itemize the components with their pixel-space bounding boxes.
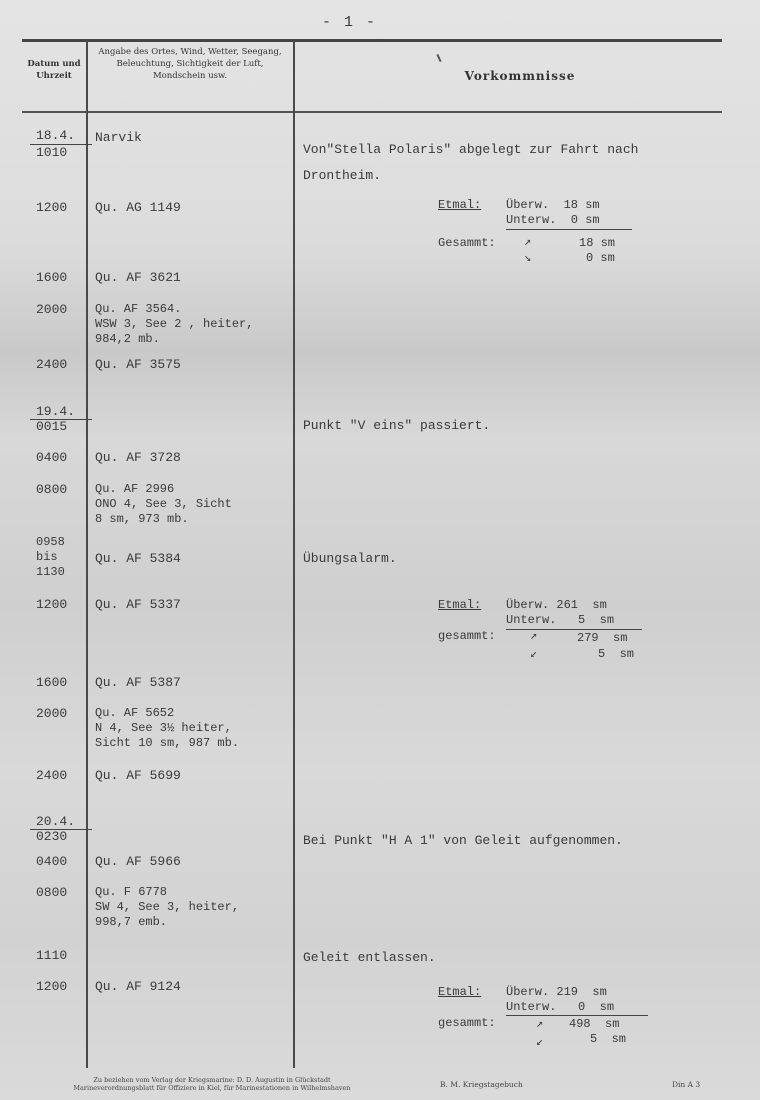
header-events: Vorkommnisse (464, 69, 576, 83)
etmal1-line2: Unterw. 0 sm (506, 213, 600, 227)
weather-0800-a: ONO 4, See 3, Sicht (95, 497, 232, 511)
header-rule (22, 111, 722, 113)
etmal3-line1: Überw. 219 sm (506, 985, 607, 999)
page-number: - 1 - (322, 14, 378, 31)
etmal2-line2: Unterw. 5 sm (506, 613, 615, 627)
header-datum: Datum und Uhrzeit (27, 59, 81, 81)
time-1200-a: 1200 (36, 200, 68, 215)
loc-narvik: Narvik (95, 130, 142, 145)
weather-0800-b: SW 4, See 3, heiter, (95, 900, 240, 914)
pressure-0800-a: 8 sm, 973 mb. (95, 512, 189, 526)
date-20-4: 20.4. (36, 814, 76, 829)
event-0015: Punkt "V eins" passiert. (303, 418, 491, 433)
loc-af-5384: Qu. AF 5384 (95, 551, 181, 566)
time-0400-a: 0400 (36, 450, 68, 465)
time-2400-a: 2400 (36, 357, 68, 372)
etmal3-gesammt-2: 5 sm (590, 1032, 627, 1046)
arrow-up-right-icon-2: ↗ (530, 629, 538, 643)
footer-publisher-2: Marineverordnungsblatt für Offiziere in Kiel, für Marinestationen in Wilhelmshaven (73, 1084, 351, 1092)
arrow-down-left-icon: ↙ (530, 647, 538, 661)
etmal1-gesammt-2: 0 sm (586, 251, 615, 265)
weather-2000-b: N 4, See 3½ heiter, (95, 721, 232, 735)
event-geleit-entlassen: Geleit entlassen. (303, 950, 436, 965)
etmal3-sum-line (506, 1015, 648, 1016)
arrow-up-right-icon-3: ↗ (536, 1017, 544, 1031)
top-rule (22, 39, 722, 42)
time-2400-b: 2400 (36, 768, 68, 783)
loc-af-3728: Qu. AF 3728 (95, 450, 181, 465)
etmal3-gesammt-1: 498 sm (569, 1017, 620, 1031)
time-0230: 0230 (36, 829, 68, 844)
loc-af-5337: Qu. AF 5337 (95, 597, 181, 612)
loc-af-3564: Qu. AF 3564. (95, 302, 182, 316)
time-bis: bis (36, 550, 58, 564)
date-19-4: 19.4. (36, 404, 76, 419)
event-1010-line2: Drontheim. (303, 168, 382, 183)
column-divider-2 (293, 40, 295, 1068)
etmal2-line1: Überw. 261 sm (506, 598, 607, 612)
time-1010: 1010 (36, 145, 68, 160)
footer-paper-size: Din A 3 (672, 1080, 701, 1089)
loc-af-3621: Qu. AF 3621 (95, 270, 181, 285)
event-1010-line1: Von"Stella Polaris" abgelegt zur Fahrt nach (303, 142, 639, 157)
time-1600-a: 1600 (36, 270, 68, 285)
loc-af-5387: Qu. AF 5387 (95, 675, 181, 690)
time-0015: 0015 (36, 419, 68, 434)
arrow-down-right-icon: ↘ (524, 251, 532, 265)
footer-publisher: Zu beziehen vom Verlag der Kriegsmarine: D. D. Augustin in Glückstadt (93, 1076, 331, 1084)
column-divider-1 (86, 40, 88, 1068)
loc-af-5966: Qu. AF 5966 (95, 854, 181, 869)
loc-af-2996: Qu. AF 2996 (95, 482, 175, 496)
loc-ag-1149: Qu. AG 1149 (95, 200, 181, 215)
arrow-down-left-icon-2: ↙ (536, 1035, 544, 1049)
time-1200-b: 1200 (36, 597, 68, 612)
time-1130: 1130 (36, 565, 65, 579)
loc-f-6778: Qu. F 6778 (95, 885, 168, 899)
loc-af-9124: Qu. AF 9124 (95, 979, 181, 994)
time-0800-a: 0800 (36, 482, 68, 497)
time-1110: 1110 (36, 948, 68, 963)
time-1200-c: 1200 (36, 979, 68, 994)
etmal1-sum-line (506, 229, 632, 230)
pencil-mark (436, 54, 441, 62)
time-1600-b: 1600 (36, 675, 68, 690)
etmal3-label: Etmal: (438, 985, 482, 999)
footer-form-name: B. M. Kriegstagebuch (440, 1080, 523, 1089)
date-18-4: 18.4. (36, 128, 76, 143)
etmal1-gesammt-1: 18 sm (579, 236, 616, 250)
etmal1-gesammt-label: Gesammt: (438, 236, 496, 250)
time-0400-b: 0400 (36, 854, 68, 869)
etmal3-gesammt-label: gesammt: (438, 1016, 496, 1030)
loc-af-3575: Qu. AF 3575 (95, 357, 181, 372)
pressure-0800-b: 998,7 emb. (95, 915, 168, 929)
etmal2-label: Etmal: (438, 598, 482, 612)
etmal1-line1: Überw. 18 sm (506, 198, 600, 212)
time-2000-a: 2000 (36, 302, 68, 317)
etmal1-label: Etmal: (438, 198, 482, 212)
weather-2000-a: WSW 3, See 2 , heiter, (95, 317, 254, 331)
etmal3-line2: Unterw. 0 sm (506, 1000, 615, 1014)
time-0800-b: 0800 (36, 885, 68, 900)
loc-af-5699: Qu. AF 5699 (95, 768, 181, 783)
arrow-up-right-icon: ↗ (524, 235, 532, 249)
header-location: Angabe des Ortes, Wind, Wetter, Seegang, Beleuchtung, Sichtigkeit der Luft, Mondschein usw. (98, 47, 282, 81)
event-0230: Bei Punkt "H A 1" von Geleit aufgenommen. (303, 833, 623, 848)
pressure-2000-a: 984,2 mb. (95, 332, 160, 346)
loc-af-5652: Qu. AF 5652 (95, 706, 175, 720)
time-2000-b: 2000 (36, 706, 68, 721)
etmal2-gesammt-1: 279 sm (577, 631, 628, 645)
etmal2-gesammt-label: gesammt: (438, 629, 496, 643)
time-0958: 0958 (36, 535, 65, 549)
event-uebungsalarm: Übungsalarm. (303, 551, 397, 566)
etmal2-sum-line (506, 629, 642, 630)
etmal2-gesammt-2: 5 sm (598, 647, 635, 661)
pressure-2000-b: Sicht 10 sm, 987 mb. (95, 736, 240, 750)
